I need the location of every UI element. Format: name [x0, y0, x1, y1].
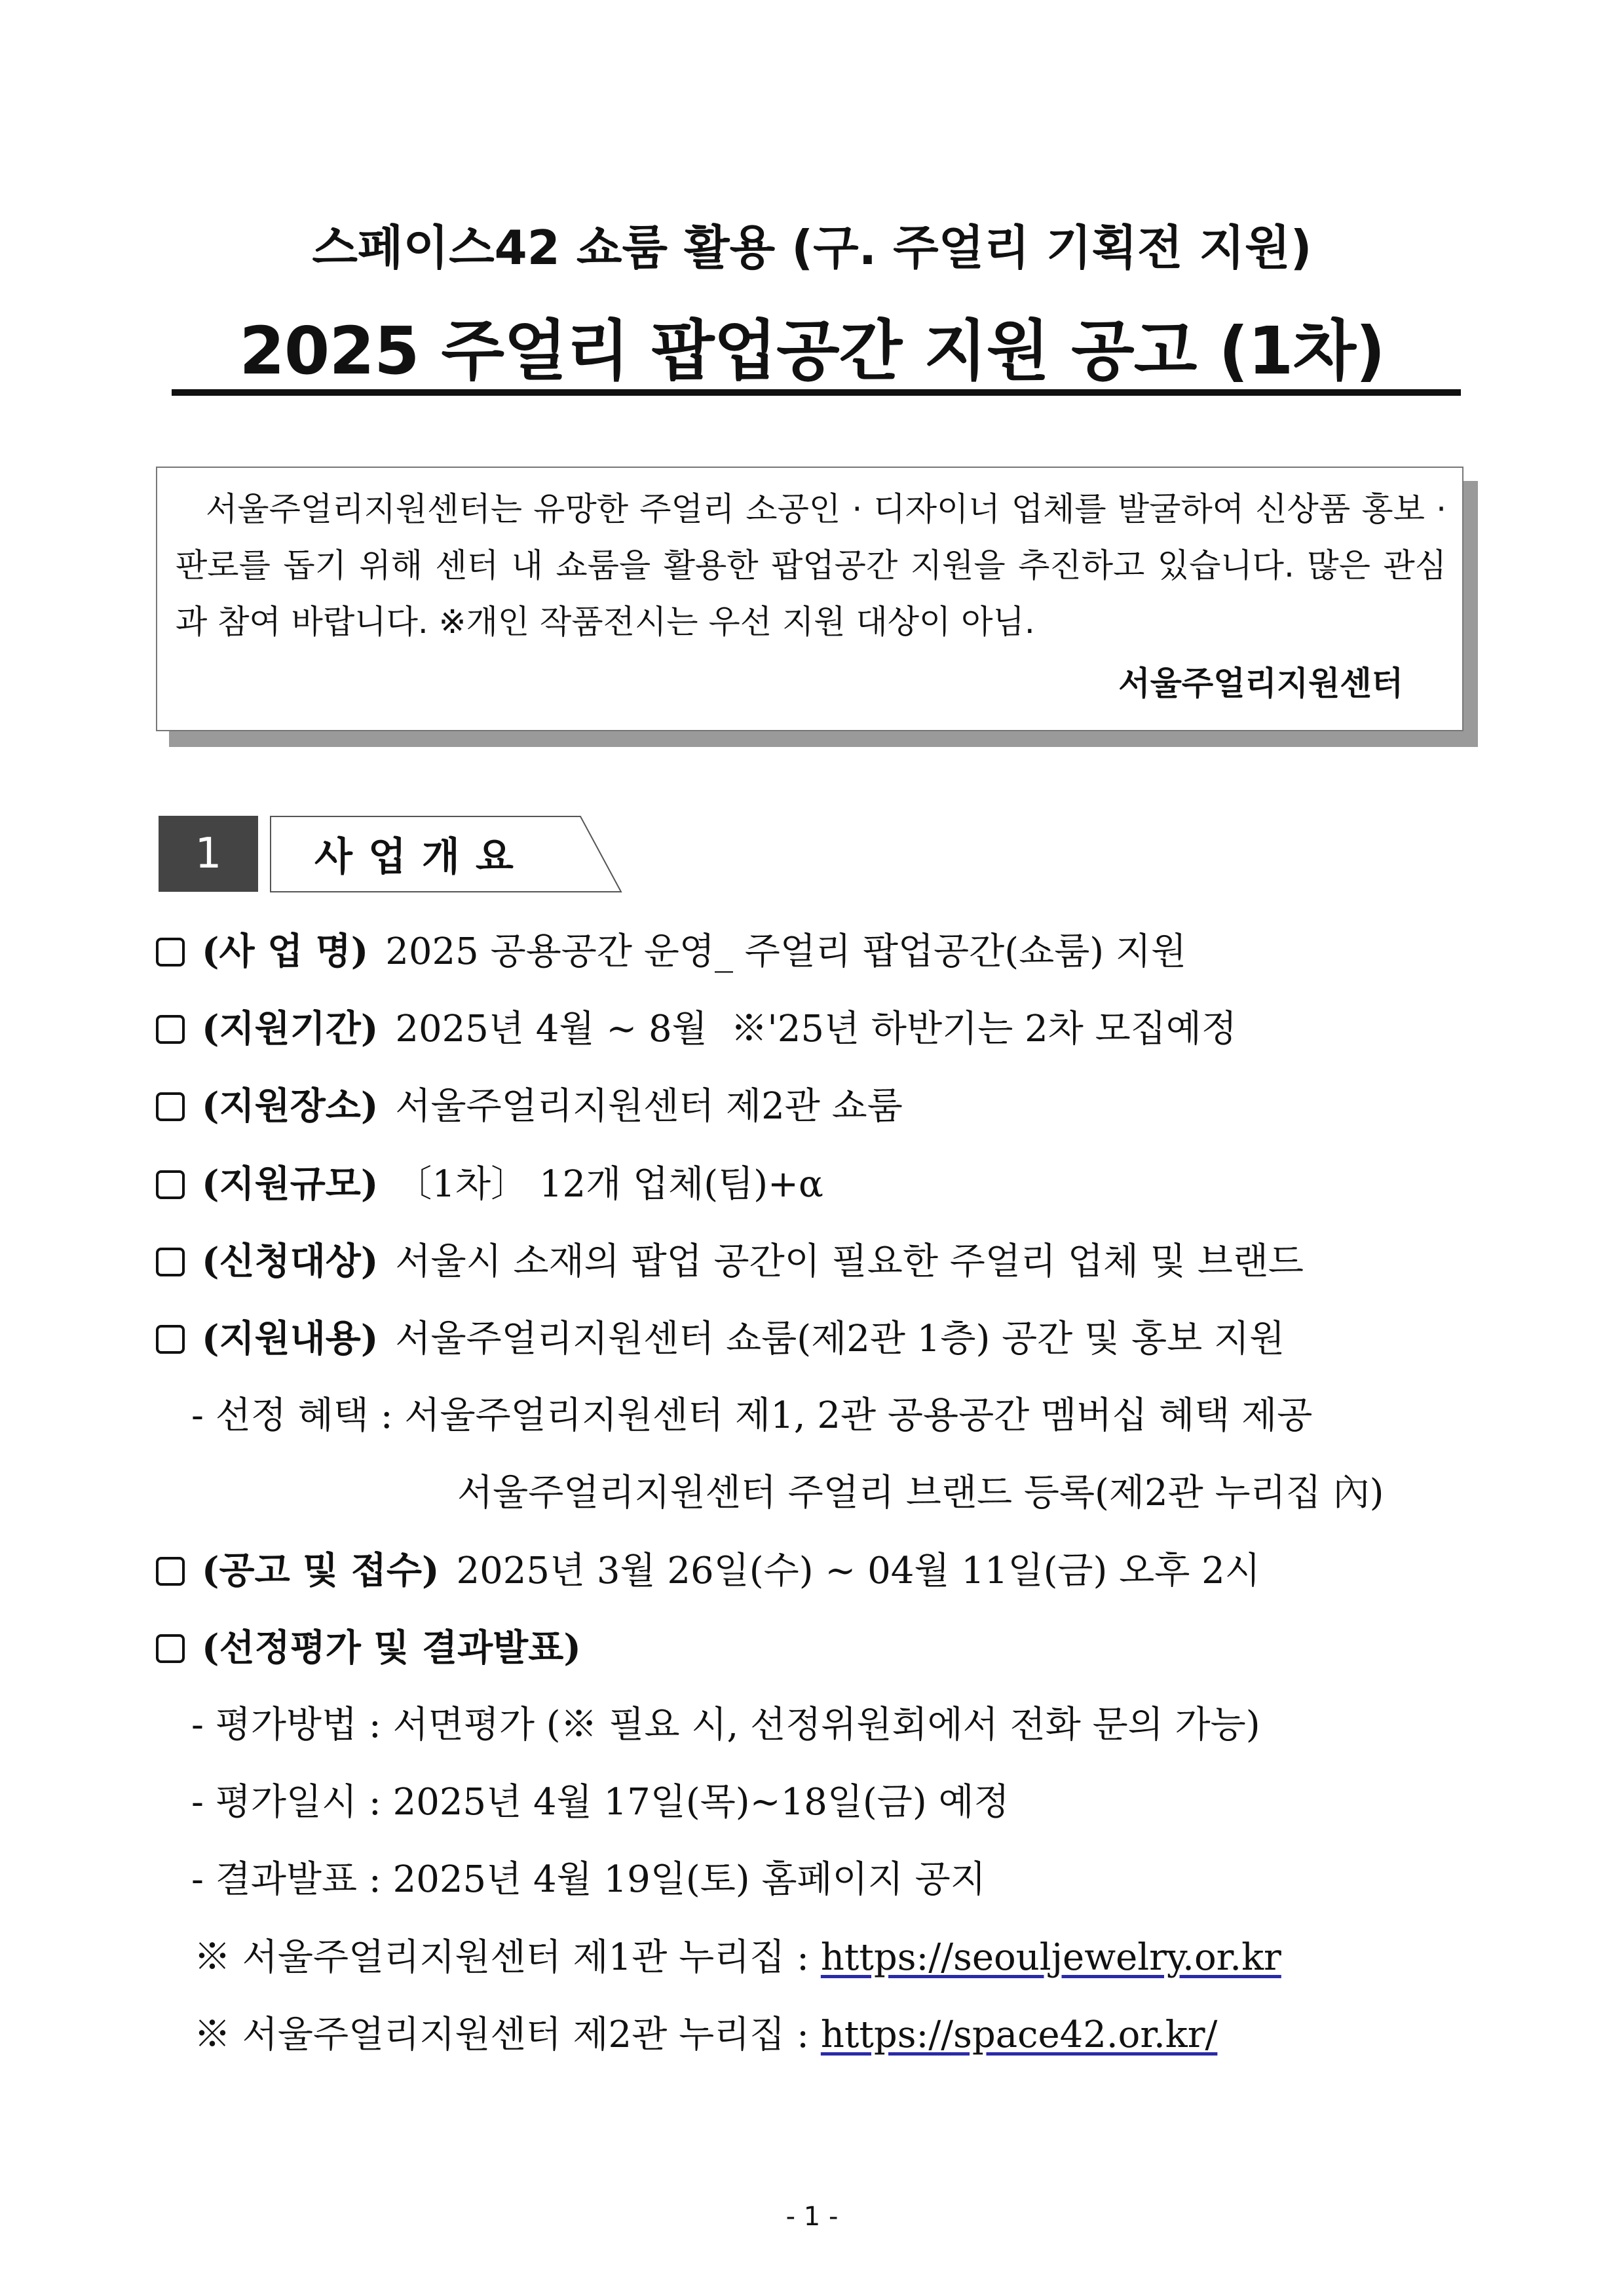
- item-eligibility: (신청대상) 서울시 소재의 팝업 공간이 필요한 주얼리 업체 및 브랜드: [156, 1235, 1304, 1288]
- checkbox-icon: [156, 1634, 185, 1663]
- item-support-period: (지원기간) 2025년 4월 ~ 8월 ※'25년 하반기는 2차 모집예정: [156, 1003, 1237, 1056]
- item-evaluation: (선정평가 및 결과발표): [156, 1622, 598, 1675]
- checkbox-icon: [156, 1325, 185, 1354]
- page-title: 2025 주얼리 팝업공간 지원 공고 (1차): [239, 313, 1385, 389]
- website-line-2: ※ 서울주얼리지원센터 제2관 누리집 : https://space42.or.kr/: [194, 2014, 1218, 2056]
- support-benefit-line-1: - 선정 혜택 : 서울주얼리지원센터 제1, 2관 공용공간 멤버십 혜택 제공: [191, 1394, 1313, 1437]
- page-subtitle: 스페이스42 쇼룸 활용 (구. 주얼리 기획전 지원): [312, 220, 1312, 275]
- evaluation-date: - 평가일시 : 2025년 4월 17일(목)~18일(금) 예정: [191, 1781, 1010, 1824]
- checkbox-icon: [156, 1170, 185, 1199]
- evaluation-result: - 결과발표 : 2025년 4월 19일(토) 홈페이지 공지: [191, 1858, 986, 1901]
- notice-text: 서울주얼리지원센터는 유망한 주얼리 소공인 · 디자이너 업체를 발굴하여 신상품 홍보 · 판로를 돕기 위해 센터 내 쇼룸을 활용한 팝업공간 지원을 추진하고 있습니다. 많은 관심과 참여 바랍니다. ※개인 작품전시는 우선 지원 대상이 아님.: [176, 490, 1446, 641]
- checkbox-icon: [156, 1248, 185, 1276]
- item-support-place: (지원장소) 서울주얼리지원센터 제2관 쇼룸: [156, 1080, 903, 1133]
- checkbox-icon: [156, 938, 185, 966]
- checkbox-icon: [156, 1557, 185, 1586]
- notice-box: [156, 467, 1463, 731]
- evaluation-method: - 평가방법 : 서면평가 (※ 필요 시, 선정위원회에서 전화 문의 가능): [191, 1704, 1260, 1746]
- website-link-1[interactable]: https://seouljewelry.or.kr: [820, 1936, 1281, 1979]
- website-line-1: ※ 서울주얼리지원센터 제1관 누리집 : https://seouljewelry.or.kr: [194, 1936, 1281, 1979]
- page-number: - 1 -: [785, 2202, 839, 2232]
- website-link-2[interactable]: https://space42.or.kr/: [820, 2014, 1218, 2056]
- support-benefit-line-2: 서울주얼리지원센터 주얼리 브랜드 등록(제2관 누리집 內): [457, 1472, 1384, 1514]
- item-business-name: (사 업 명) 2025 공용공간 운영_ 주얼리 팝업공간(쇼룸) 지원: [156, 925, 1186, 978]
- checkbox-icon: [156, 1092, 185, 1121]
- checkbox-icon: [156, 1015, 185, 1044]
- item-support-content: (지원내용) 서울주얼리지원센터 쇼룸(제2관 1층) 공간 및 홍보 지원: [156, 1312, 1285, 1366]
- title-underline: [172, 389, 1461, 396]
- notice-signature: 서울주얼리지원센터: [1118, 664, 1403, 702]
- notice-text-wrap: [176, 481, 1446, 650]
- section-number: 1: [159, 816, 258, 892]
- item-support-scale: (지원규모) 〔1차〕 12개 업체(팀)+α: [156, 1158, 823, 1211]
- section-title: 사업개요: [314, 834, 529, 880]
- item-announcement: (공고 및 접수) 2025년 3월 26일(수) ~ 04월 11일(금) 오후 2시: [156, 1544, 1260, 1598]
